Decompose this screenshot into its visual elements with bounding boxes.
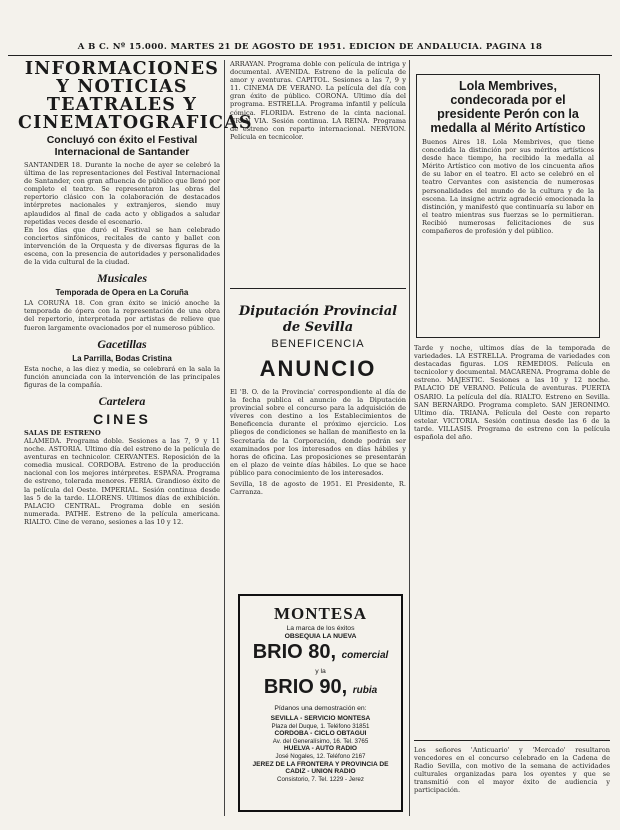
cines-lead: SALAS DE ESTRENO bbox=[24, 428, 101, 437]
section-rule bbox=[414, 740, 610, 741]
beneficencia-label: BENEFICENCIA bbox=[271, 338, 365, 350]
page-header: A B C. Nº 15.000. MARTES 21 DE AGOSTO DE 1951. EDICION DE ANDALUCIA. PAGINA 18 bbox=[77, 42, 543, 52]
ad-model-2-tag: rubia bbox=[352, 685, 378, 696]
ad-tagline-2: OBSEQUIA LA NUEVA bbox=[284, 633, 357, 640]
musicales-subtitle: Temporada de Opera en La Coruña bbox=[55, 288, 189, 298]
anuncio-signature: Sevilla, 18 de agosto de 1951. El Presidente, R. Carranza. bbox=[230, 480, 406, 497]
membrives-text: Buenos Aires 18. Lola Membrives, que tiene concedida la distinción por sus méritos artísticos desde hace tiempo, ha recibido la medalla al Mérito Artístico con motivo de los cincuenta años de su labor en el teatro. El acto se celebró en el teatro Cervantes con asistencia de numerosas personalidades del mundo de la cultura y de la escena. La insigne actriz agradeció emocionada la distinción, y manifestó que continuaría su labor en el teatro mientras sus fuerzas se lo permitieran. Recibió numerosas felicitaciones de sus compañeros de profesión y del público. bbox=[422, 138, 594, 236]
diputacion-notice bbox=[230, 294, 406, 584]
ad-addr-4: Consistorio, 7. Tel. 1229 - Jerez bbox=[277, 775, 364, 783]
ad-addr-3-city: HUELVA - AUTO RADIO bbox=[283, 745, 358, 753]
cines-listings: ALAMEDA. Programa doble. Sesiones a las 7, 9 y 11 noche. ASTORIA. Ultimo día del estreno de la película de aventuras en technicolor. CERVANTES. Reposición de la comedia musical. CORDOBA. Estreno de la producción nacional con los mejores intérpretes. ESPAÑA. Programa de estreno, tolerada menores. FERIA. Grandioso éxito de la película del Oeste. IMPERIAL. Sesión continua desde las 5 de la tarde. LLORENS. Ultimos días de exhibición. PALACIO CENTRAL. Programa doble en sesión numerada. PATHE. Estreno de la película americana. RIALTO. Cine de verano, sesiones a las 10 y 12. bbox=[24, 436, 220, 526]
membrives-article bbox=[416, 74, 600, 338]
ad-model-2: BRIO 90, rubia bbox=[263, 676, 378, 698]
anuncio-text: El 'B. O. de la Provincia' correspondiente al día de la fecha publica el anuncio de la Diputación provincial sobre el concurso para la adquisición de víveres con destino a los Establecimientos de Beneficencia durante el próximo ejercicio. Los pliegos de condiciones se hallan de manifiesto en la Secretaría de la Corporación, donde podrán ser examinados por los interesados en días hábiles y horas de oficina. Las proposiciones se presentarán en el plazo de veinte días hábiles. Lo que se hace público para conocimiento de los interesados. bbox=[230, 388, 406, 477]
right-footer bbox=[414, 746, 610, 818]
festival-text-2: En los días que duró el Festival se han celebrado conciertos sinfónicos, recitales de canto y ballet con intervención de la Orquesta y de diversas figuras de la escena, con la presencia de autoridades y personalidades de la vida cultural de la ciudad. bbox=[24, 225, 220, 267]
diputacion-title: Diputación Provincial de Sevilla bbox=[238, 304, 398, 335]
section-rule bbox=[230, 288, 406, 289]
cartelera-title: Cartelera bbox=[98, 393, 146, 408]
column-divider bbox=[409, 60, 410, 816]
cines-heading: CINES bbox=[93, 410, 151, 427]
ad-addr-4-city: JEREZ DE LA FRONTERA Y PROVINCIA DE CADIZ - UNION RADIO bbox=[252, 760, 389, 776]
right-footer-text: Los señores 'Anticuario' y 'Mercado' resultaron vencedores en el concurso celebrado en la Cadena de Radio Sevilla, con motivo de la semana de actividades culturales organizadas para los oyentes y que se transmitió con el mayor éxito de audiencia y participación. bbox=[414, 746, 610, 795]
ad-tagline: La marca de los éxitos bbox=[286, 625, 355, 632]
montesa-advertisement bbox=[238, 594, 403, 812]
ad-demo: Pídanos una demostración en: bbox=[274, 705, 367, 712]
right-listings: Tarde y noche, ultimos días de la temporada de variedades. LA ESTRELLA. Programa de variedades con destacadas figuras. LOS REMEDIOS. Película en tecnicolor y documental. MACARENA. Programa doble de estreno. MAJESTIC. Sesiones a las 10 y 12 noche. PALACIO DE VERANO. Película de aventuras. PUERTA OSARIO. La película del día. RIALTO. Estreno en Sevilla. SAN BERNARDO. Programa completo. SAN JERONIMO. Ultimo día. TRIANA. Película del Oeste con reparto estelar. VICTORIA. Sesión continua desde las 6 de la tarde. VILLASIS. Programa de estreno con la película española del año. bbox=[414, 344, 610, 442]
membrives-headline: Lola Membrives, condecorada por el presidente Perón con la medalla al Mérito Artístico bbox=[430, 79, 586, 135]
ad-model-1-tag: comercial bbox=[341, 650, 389, 661]
ad-addr-1-city: SEVILLA - SERVICIO MONTESA bbox=[270, 715, 371, 722]
gacetillas-title: Gacetillas bbox=[97, 336, 147, 351]
ad-addr-3: José Nogales, 12. Teléfono 2167 bbox=[275, 752, 366, 760]
newspaper-page bbox=[8, 4, 612, 826]
ad-addr-2-city: CORDOBA - CICLO OBTAGUI bbox=[274, 730, 367, 738]
ad-addr-2: Av. del Generalísimo, 16. Tel. 3765 bbox=[272, 737, 369, 745]
musicales-title: Musicales bbox=[96, 271, 147, 286]
musicales-text: LA CORUÑA 18. Con gran éxito se inició anoche la temporada de ópera con la representación de una obra del repertorio, interpretada por artistas de relieve que fueron largamente ovacionados por el numeroso público. bbox=[24, 299, 220, 332]
anuncio-heading: ANUNCIO bbox=[259, 356, 377, 381]
festival-text: SANTANDER 18. Durante la noche de ayer se celebró la última de las representaciones del Festival Internacional de Santander, con gran afluencia de público que llenó por completo el teatro. Se representaron las obras del repertorio clásico con la colaboración de destacados intérpretes nacionales y extranjeros, siendo muy aplaudidos al final de cada acto y obligados a saludar repetidas veces desde el escenario. bbox=[24, 161, 220, 226]
festival-subheadline: Concluyó con éxito el Festival Internacional de Santander bbox=[46, 134, 198, 158]
ad-brand: MONTESA bbox=[274, 604, 367, 623]
ad-addr-1: Plaza del Duque, 1. Teléfono 31851 bbox=[271, 722, 370, 730]
middle-column-text bbox=[230, 60, 406, 285]
header-rule bbox=[8, 55, 612, 56]
right-column-listings bbox=[414, 344, 610, 734]
ad-and: y la bbox=[315, 668, 326, 675]
main-headline: INFORMACIONES Y NOTICIAS TEATRALES Y CINEMATOGRAFICAS bbox=[18, 59, 253, 133]
cinema-listings: ARRAYAN. Programa doble con película de intriga y documental. AVENIDA. Estreno de la película de amor y aventuras. CAPITOL. Sesiones a las 7, 9 y 11. CINEMA DE VERANO. La película del día con gran éxito de público. CORONA. Ultimo día del programa. ESTRELLA. Programa infantil y película cómica. FLORIDA. Estreno de la cinta nacional. GRAN VIA. Sesión continua. LA REINA. Programa de estreno con reparto internacional. NERVION. Película en tecnicolor. bbox=[230, 60, 406, 141]
ad-model-1: BRIO 80, comercial bbox=[252, 641, 389, 663]
gacetillas-subtitle: La Parrilla, Bodas Cristina bbox=[72, 353, 172, 363]
gacetillas-text: Esta noche, a las diez y media, se celebrará en la sala la función anunciada con la intervención de las principales figuras de la compañía. bbox=[24, 364, 220, 389]
left-column bbox=[18, 59, 253, 816]
column-divider bbox=[224, 60, 225, 816]
